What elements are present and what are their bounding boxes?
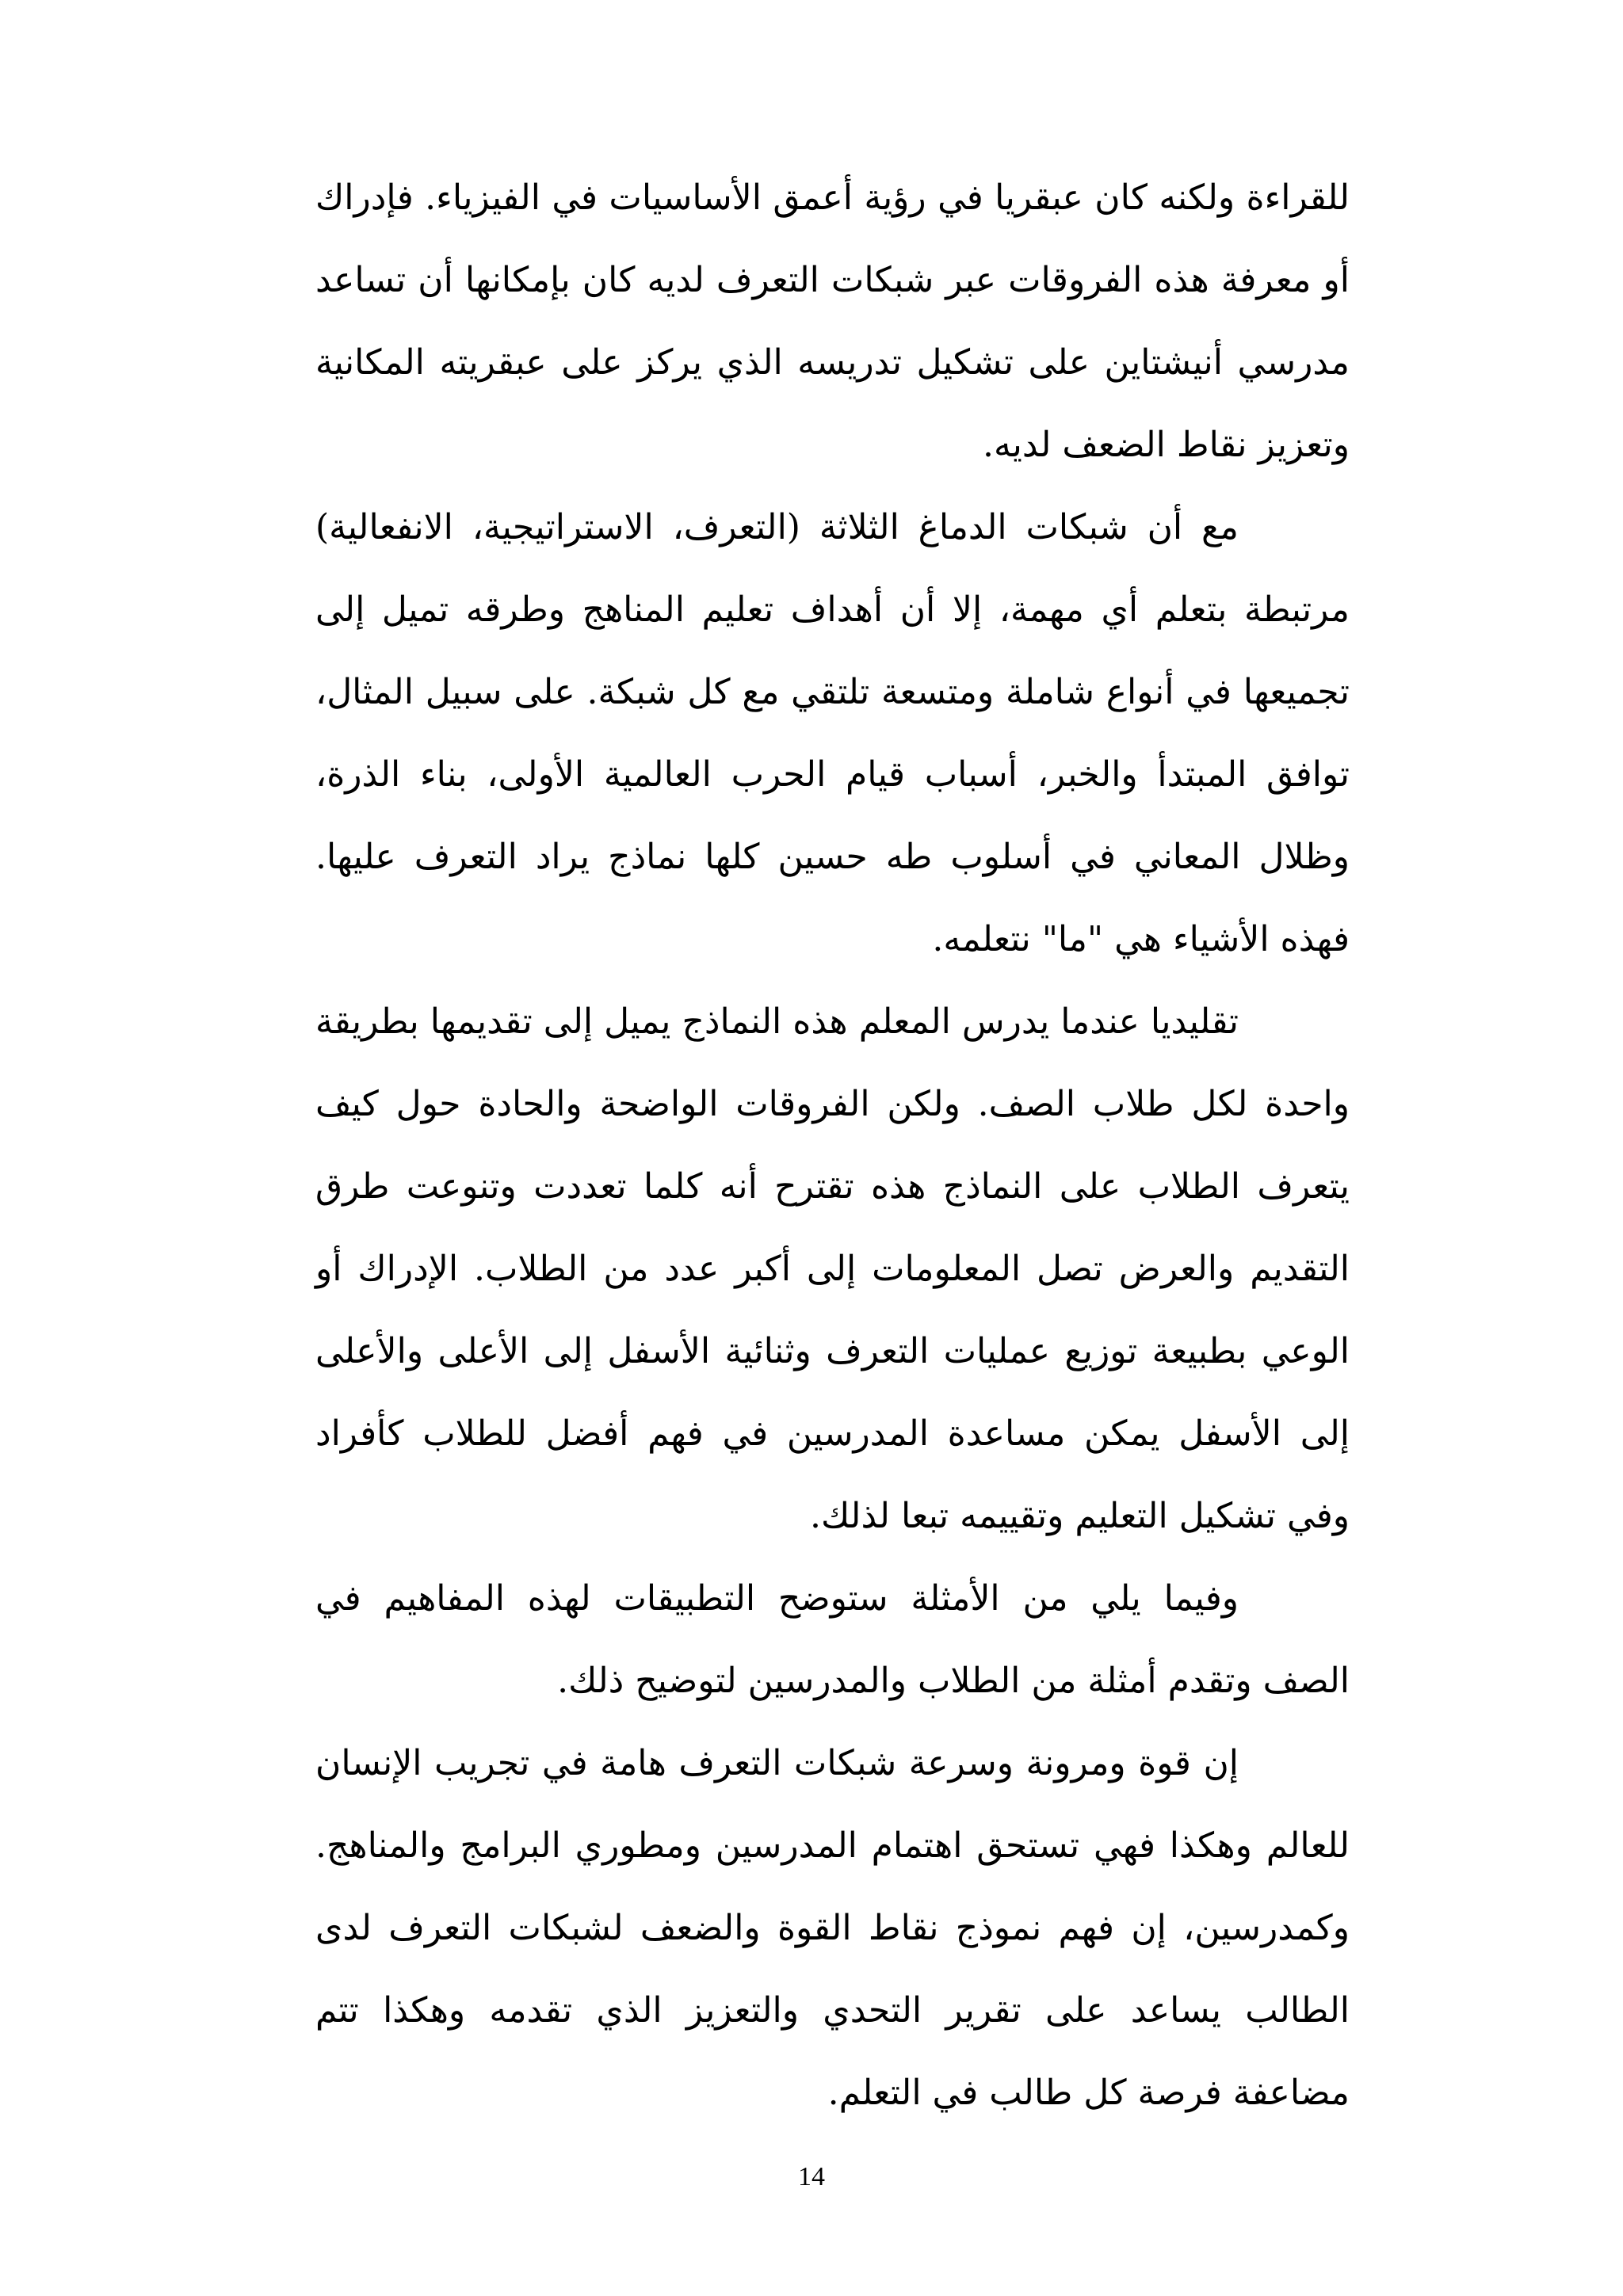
paragraph-2: مع أن شبكات الدماغ الثلاثة (التعرف، الاستراتيجية، الانفعالية) مرتبطة بتعلم أي مهمة، إلا أن أهداف تعليم المناهج وطرقه تميل إلى تجميعها في أنواع شاملة ومتسعة تلتقي مع كل شبكة. على سبيل المثال، توافق المبتدأ والخبر، أسباب قيام الحرب العالمية الأولى، بناء الذرة، وظلال المعاني في أسلوب طه حسين كلها نماذج يراد التعرف عليها. فهذه الأشياء هي "ما" نتعلمه.: [315, 507, 1350, 959]
paragraph-3: تقليديا عندما يدرس المعلم هذه النماذج يميل إلى تقديمها بطريقة واحدة لكل طلاب الصف. ولكن الفروقات الواضحة والحادة حول كيف يتعرف الطلاب على النماذج هذه تقترح أنه كلما تعددت وتنوعت طرق التقديم والعرض تصل المعلومات إلى أكبر عدد من الطلاب. الإدراك أو الوعي بطبيعة توزيع عمليات التعرف وثنائية الأسفل إلى الأعلى والأعلى إلى الأسفل يمكن مساعدة المدرسين في فهم أفضل للطلاب كأفراد وفي تشكيل التعليم وتقييمه تبعا لذلك.: [315, 1001, 1350, 1536]
paragraph-1: للقراءة ولكنه كان عبقريا في رؤية أعمق الأساسيات في الفيزياء. فإدراك أو معرفة هذه الفروقات عبر شبكات التعرف لديه كان بإمكانها أن تساعد مدرسي أنيشتاين على تشكيل تدريسه الذي يركز على عبقريته المكانية وتعزيز نقاط الضعف لديه.: [315, 177, 1350, 465]
paragraph-5: إن قوة ومرونة وسرعة شبكات التعرف هامة في تجريب الإنسان للعالم وهكذا فهي تستحق اهتمام المدرسين ومطوري البرامج والمناهج. وكمدرسين، إن فهم نموذج نقاط القوة والضعف لشبكات التعرف لدى الطالب يساعد على تقرير التحدي والتعزيز الذي تقدمه وهكذا تتم مضاعفة فرصة كل طالب في التعلم.: [315, 1743, 1350, 2113]
page-number: 14: [798, 2162, 825, 2191]
body-text: [315, 157, 1350, 2134]
paragraph-4: وفيما يلي من الأمثلة ستوضح التطبيقات لهذه المفاهيم في الصف وتقدم أمثلة من الطلاب والمدرسين لتوضيح ذلك.: [315, 1578, 1350, 1701]
